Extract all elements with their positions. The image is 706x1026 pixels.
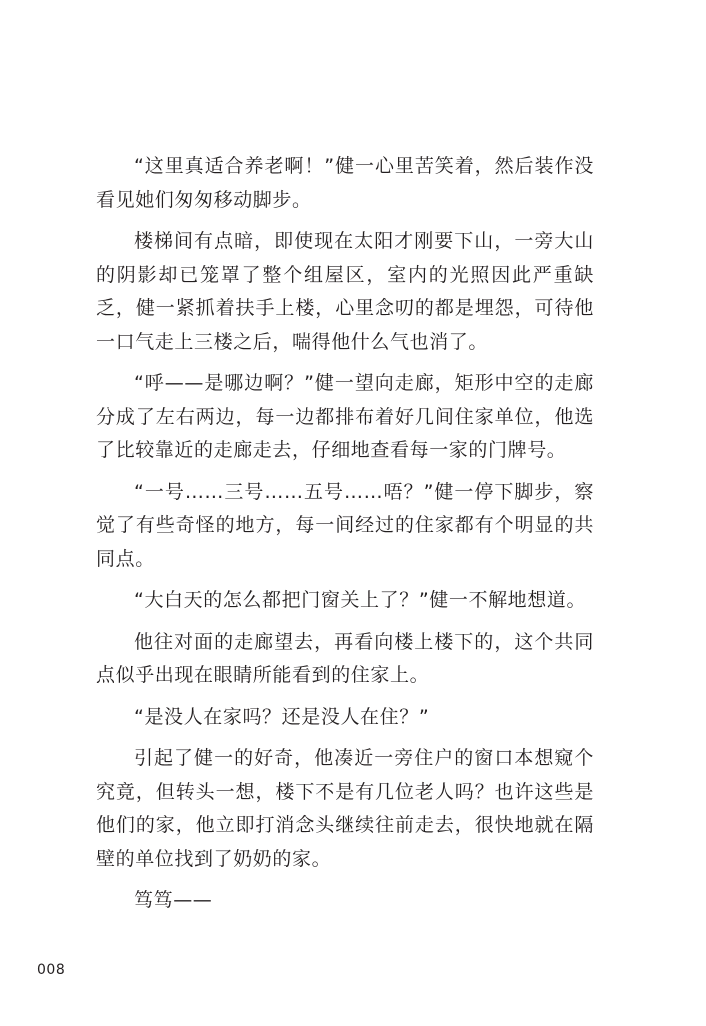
paragraph: 楼梯间有点暗，即使现在太阳才刚要下山，一旁大山的阴影却已笼罩了整个组屋区，室内的光照因此严重缺乏，健一紧抓着扶手上楼，心里念叨的都是埋怨，可待他一口气走上三楼之后，喘得他什么气也消了。 (96, 230, 594, 353)
paragraph: “是没人在家吗？还是没人在住？” (134, 705, 430, 728)
paragraph: 他往对面的走廊望去，再看向楼上楼下的，这个共同点似乎出现在眼睛所能看到的住家上。 (96, 630, 594, 686)
page-number: 008 (37, 962, 66, 978)
paragraph: “大白天的怎么都把门窗关上了？”健一不解地想道。 (134, 589, 587, 611)
paragraph: “这里真适合养老啊！”健一心里苦笑着，然后装作没看见她们匆匆移动脚步。 (96, 155, 594, 211)
paragraph: “呼——是哪边啊？”健一望向走廊，矩形中空的走廊分成了左右两边，每一边都排布着好几间住家单位，他选了比较靠近的走廊走去，仔细地查看每一家的门牌号。 (96, 372, 594, 461)
paragraph: 引起了健一的好奇，他凑近一旁住户的窗口本想窥个究竟，但转头一想，楼下不是有几位老人吗？也许这些是他们的家，他立即打消念头继续往前走去，很快地就在隔壁的单位找到了奶奶的家。 (96, 747, 594, 870)
paragraph: “一号……三号……五号……唔？”健一停下脚步，察觉了有些奇怪的地方，每一间经过的住家都有个明显的共同点。 (96, 480, 594, 570)
paragraph: 笃笃—— (134, 889, 213, 911)
body-text (96, 150, 594, 926)
